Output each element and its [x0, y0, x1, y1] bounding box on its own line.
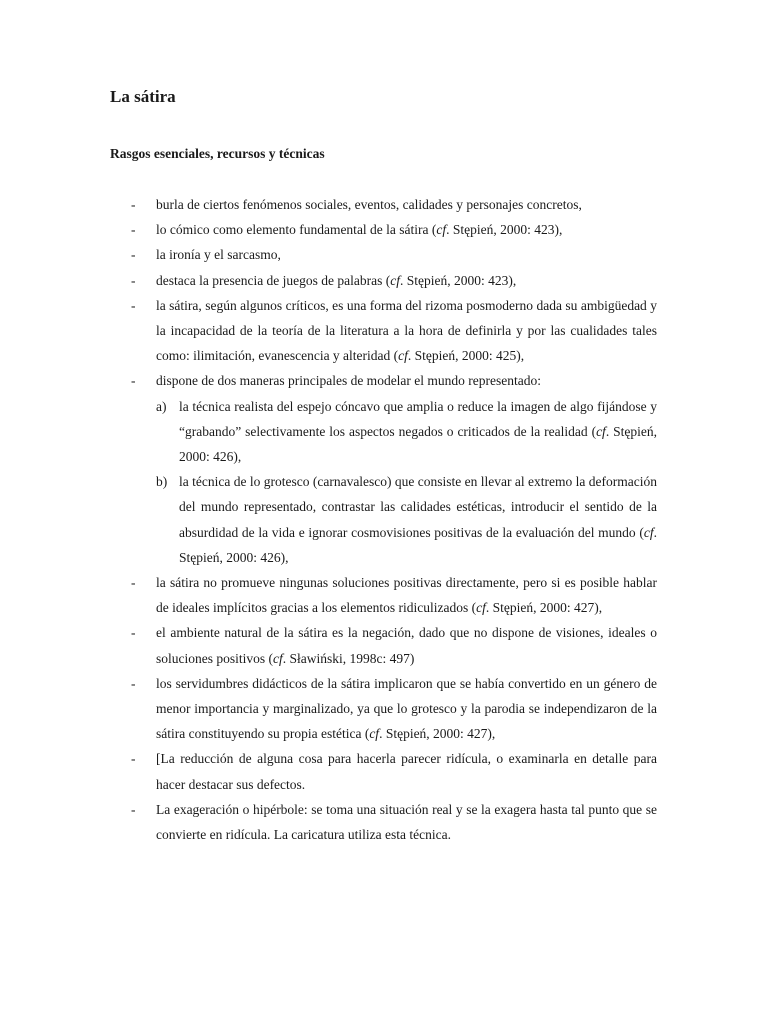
text-segment: . Stępień, 2000: 423),: [446, 222, 563, 238]
list-item-text: [156, 222, 562, 237]
text-segment: la sátira, según algunos críticos, es una forma del rizoma posmoderno dada su ambigüedad y la incapacidad de la teoría de la literatura a la hora de definirla y por las cualidades tales como: ilimitación, evanescencia y alteridad (: [156, 297, 657, 364]
sub-list-label: a): [156, 398, 167, 414]
list-bullet: -: [131, 675, 136, 691]
list-item-text: [156, 247, 281, 262]
sub-list: [156, 394, 657, 570]
list-bullet: -: [131, 575, 136, 591]
list-item-text: [156, 676, 657, 741]
text-segment: . Stępień, 2000: 427),: [485, 600, 603, 616]
list-item: [110, 368, 657, 570]
citation-abbreviation: cf: [369, 726, 380, 742]
text-segment: la ironía y el sarcasmo,: [156, 247, 281, 263]
citation-abbreviation: cf: [398, 348, 408, 364]
text-segment: . Sławiński, 1998c: 497): [282, 650, 415, 666]
list-bullet: -: [131, 751, 136, 767]
text-segment: burla de ciertos fenómenos sociales, eventos, calidades y personajes concretos,: [156, 197, 582, 212]
sub-list-label: b): [156, 474, 168, 490]
list-item: [110, 217, 657, 242]
list-bullet: -: [131, 373, 136, 389]
citation-abbreviation: cf: [273, 650, 283, 666]
text-segment: dispone de dos maneras principales de modelar el mundo representado:: [156, 373, 542, 389]
list-item: [110, 746, 657, 796]
feature-list: [110, 192, 657, 847]
sub-list-item: [156, 394, 657, 470]
list-item: [110, 671, 657, 747]
list-item-text: [156, 751, 657, 791]
list-item: [110, 293, 657, 369]
citation-abbreviation: cf: [476, 600, 486, 616]
list-bullet: -: [131, 197, 136, 212]
citation-abbreviation: cf: [596, 423, 606, 439]
text-segment: . Stępień, 2000: 426),: [179, 524, 657, 565]
sub-list-item-text: [179, 399, 657, 464]
list-item-text: [156, 197, 582, 212]
text-segment: el ambiente natural de la sátira es la negación, dado que no dispone de visiones, ideales o soluciones positivos (: [156, 625, 657, 666]
text-segment: lo cómico como elemento fundamental de la sátira (: [156, 222, 437, 238]
list-item: [110, 192, 657, 217]
list-item-text: [156, 273, 516, 288]
text-segment: La exageración o hipérbole: se toma una situación real y se la exagera hasta tal punto que se convierte en ridícula. La caricatura utiliza esta técnica.: [156, 801, 657, 843]
list-bullet: -: [131, 272, 136, 288]
list-item: [110, 797, 657, 847]
citation-abbreviation: cf: [643, 524, 654, 540]
text-segment: la técnica de lo grotesco (carnavalesco) que consiste en llevar al extremo la deformación del mundo representado, contrastar las calidades estéticas, introducir el sentido de la absurdidad de la vida e ignorar cosmovisiones positivas de la evaluación del mundo (: [179, 474, 657, 540]
text-segment: [La reducción de alguna cosa para hacerla parecer ridícula, o examinarla en detalle para hacer destacar sus defectos.: [156, 751, 657, 792]
list-item: [110, 242, 657, 267]
list-bullet: -: [131, 801, 136, 817]
text-segment: . Stępień, 2000: 423),: [400, 272, 517, 288]
text-segment: destaca la presencia de juegos de palabras (: [156, 272, 391, 288]
list-item: [110, 620, 657, 670]
text-segment: los servidumbres didácticos de la sátira implicaron que se había convertido en un género de menor importancia y marginalizado, ya que lo grotesco y la parodia se independizaron de la sátira constituyendo su propia estética (: [156, 675, 657, 742]
sub-list-item: [156, 469, 657, 570]
list-bullet: -: [131, 222, 136, 238]
page-title: La sátira: [110, 87, 176, 106]
citation-abbreviation: cf: [436, 222, 447, 238]
text-segment: la sátira no promueve ningunas soluciones positivas directamente, pero si es posible hablar de ideales implícitos gracias a los elementos ridiculizados (: [156, 575, 657, 616]
list-item-text: [156, 373, 541, 388]
text-segment: . Stępień, 2000: 425),: [407, 348, 525, 364]
list-bullet: -: [131, 297, 136, 313]
list-item-text: [156, 298, 657, 363]
list-bullet: -: [131, 247, 136, 263]
list-item-text: [156, 625, 657, 665]
list-item-text: [156, 575, 657, 615]
text-segment: . Stępień, 2000: 426),: [179, 423, 657, 465]
list-bullet: -: [131, 625, 136, 641]
list-item-text: [156, 802, 657, 842]
list-item: [110, 570, 657, 620]
text-segment: . Stępień, 2000: 427),: [379, 726, 496, 742]
citation-abbreviation: cf: [390, 272, 401, 288]
text-segment: la técnica realista del espejo cóncavo que amplia o reduce la imagen de algo fijándose y “grabando” selectivamente los aspectos negados o criticados de la realidad (: [179, 398, 657, 439]
section-subtitle: Rasgos esenciales, recursos y técnicas: [110, 146, 325, 161]
sub-list-item-text: [179, 474, 657, 565]
list-item: [110, 268, 657, 293]
